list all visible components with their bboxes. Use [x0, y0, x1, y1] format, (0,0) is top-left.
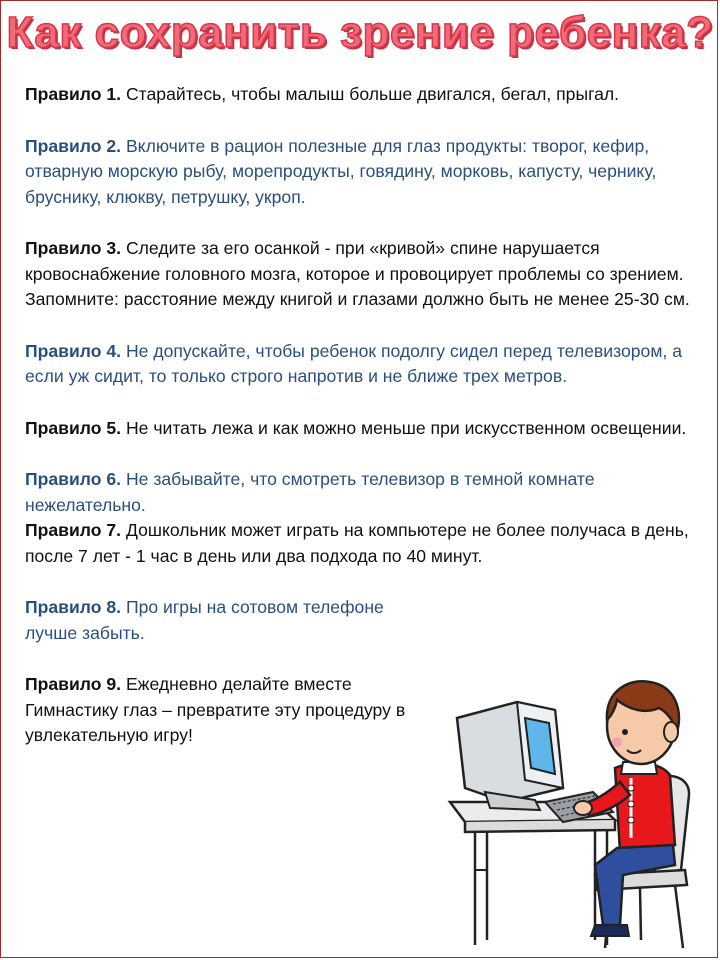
- rule-text: Про игры на сотовом телефоне лучше забыть.: [25, 597, 384, 643]
- rule-label: Правило 4.: [25, 340, 122, 361]
- rule-text: Старайтесь, чтобы малыш больше двигался, бегал, прыгал.: [121, 84, 620, 104]
- child-figure: [574, 681, 679, 936]
- rule-label: Правило 7.: [25, 520, 122, 540]
- page-title: Как сохранить зрение ребенка?: [6, 8, 714, 57]
- rule-label: Правило 1.: [25, 84, 122, 104]
- rule-3: [25, 236, 709, 313]
- rule-text: Следите за его осанкой - при «кривой» спине нарушается кровоснабжение головного мозга, которое и провоцирует проблемы со зрением. Запомните: расстояние между книгой и глазами должно быть не менее 25-30 см.: [25, 238, 690, 309]
- rule-label: Правило 9.: [25, 674, 122, 694]
- rule-text: Дошкольник может играть на компьютере не более получаса в день, после 7 лет - 1 час в день или два подхода по 40 минут.: [25, 520, 689, 566]
- desk-shape: [450, 802, 615, 945]
- rule-text: Не забывайте, что смотреть телевизор в темной комнате нежелательно.: [25, 469, 595, 515]
- rule-4: [25, 339, 709, 390]
- child-at-computer-illustration: [445, 670, 707, 952]
- rule-label: Правило 5.: [25, 417, 122, 438]
- rule-text: Не читать лежа и как можно меньше при искусственном освещении.: [121, 417, 687, 438]
- rule-text: Ежедневно делайте вместе Гимнастику глаз – превратите эту процедуру в увлекательную игру!: [25, 674, 406, 745]
- rule-5: [25, 416, 709, 442]
- rule-1: [25, 82, 709, 108]
- monitor-shape: [457, 702, 563, 810]
- rule-6: [25, 467, 709, 518]
- rule-label: Правило 6.: [25, 469, 122, 489]
- rule-8: [25, 595, 425, 646]
- rule-2: [25, 134, 709, 211]
- rule-label: Правило 8.: [25, 597, 122, 617]
- rules-list: [25, 82, 709, 749]
- rule-label: Правило 2.: [25, 135, 122, 156]
- rule-7: [25, 518, 709, 569]
- rule-text: Включите в рацион полезные для глаз продукты: творог, кефир, отварную морскую рыбу, морепродукты, говядину, морковь, капусту, чернику, бруснику, клюкву, петрушку, укроп.: [25, 135, 657, 207]
- rule-text: Не допускайте, чтобы ребенок подолгу сидел перед телевизором, а если уж сидит, то только строго напротив и не ближе трех метров.: [25, 340, 682, 386]
- rule-9: [25, 672, 445, 749]
- rule-label: Правило 3.: [25, 238, 122, 258]
